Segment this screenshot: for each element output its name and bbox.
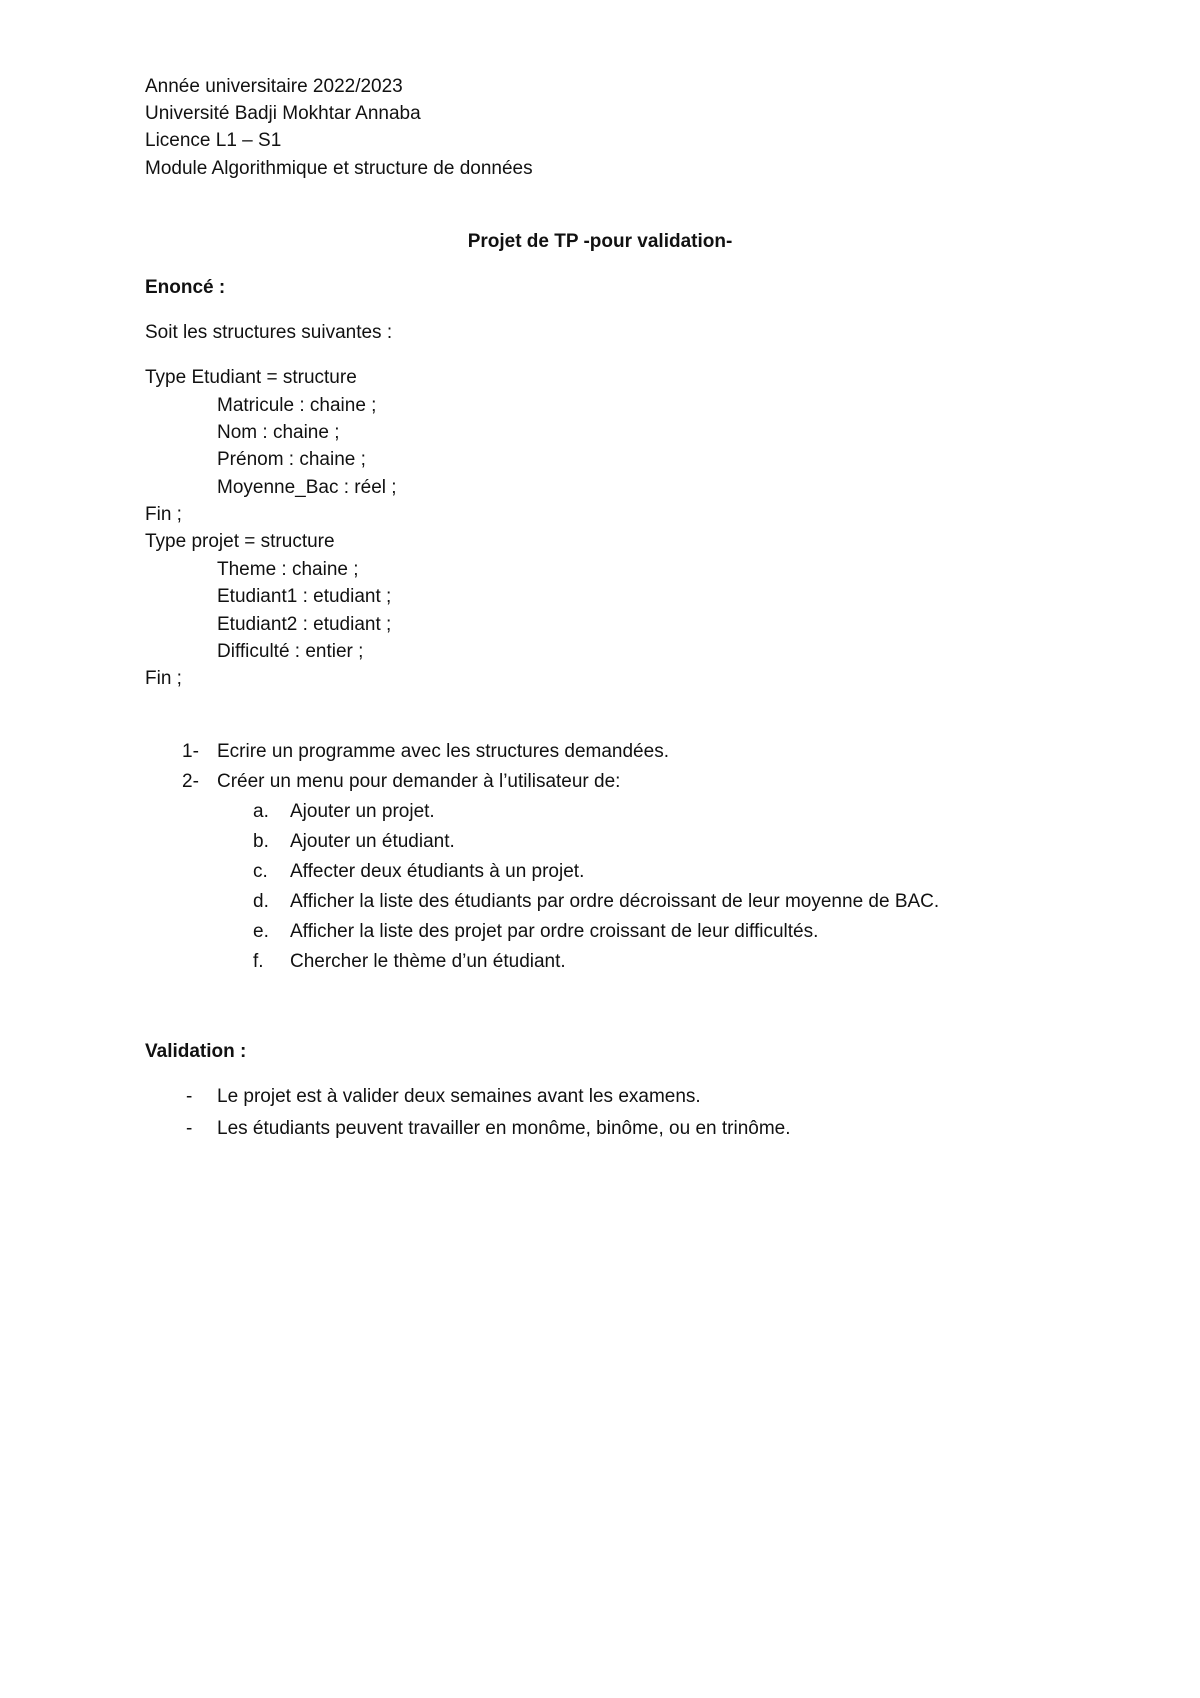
- header-year: Année universitaire 2022/2023: [145, 76, 403, 97]
- projet-struct-open: Type projet = structure: [145, 531, 335, 552]
- projet-field: Etudiant1 : etudiant ;: [217, 586, 392, 607]
- validation-item: Le projet est à valider deux semaines avant les examens.: [217, 1086, 701, 1107]
- sub-item-text: Afficher la liste des projet par ordre croissant de leur difficultés.: [290, 921, 819, 942]
- enonce-heading: Enoncé :: [145, 277, 226, 298]
- question-text: Ecrire un programme avec les structures demandées.: [217, 741, 669, 762]
- question-text: Créer un menu pour demander à l’utilisateur de:: [217, 771, 621, 792]
- header-university: Université Badji Mokhtar Annaba: [145, 103, 421, 124]
- document-title: Projet de TP -pour validation-: [467, 231, 733, 252]
- validation-heading: Validation :: [145, 1041, 247, 1062]
- sub-item-letter: b.: [253, 831, 269, 852]
- validation-dash: -: [186, 1118, 193, 1139]
- projet-struct-close: Fin ;: [145, 668, 182, 689]
- projet-field: Theme : chaine ;: [217, 559, 359, 580]
- projet-field: Etudiant2 : etudiant ;: [217, 614, 392, 635]
- sub-item-letter: a.: [253, 801, 269, 822]
- etudiant-struct-open: Type Etudiant = structure: [145, 367, 357, 388]
- sub-item-letter: c.: [253, 861, 268, 882]
- sub-item-text: Affecter deux étudiants à un projet.: [290, 861, 585, 882]
- sub-item-text: Ajouter un étudiant.: [290, 831, 455, 852]
- validation-item: Les étudiants peuvent travailler en monôme, binôme, ou en trinôme.: [217, 1118, 791, 1139]
- validation-dash: -: [186, 1086, 193, 1107]
- header-level: Licence L1 – S1: [145, 130, 282, 151]
- question-number: 2-: [182, 771, 199, 792]
- etudiant-field: Matricule : chaine ;: [217, 395, 377, 416]
- etudiant-struct-close: Fin ;: [145, 504, 182, 525]
- etudiant-field: Moyenne_Bac : réel ;: [217, 477, 397, 498]
- enonce-intro: Soit les structures suivantes :: [145, 322, 393, 343]
- sub-item-text: Chercher le thème d’un étudiant.: [290, 951, 566, 972]
- question-number: 1-: [182, 741, 199, 762]
- sub-item-letter: f.: [253, 951, 264, 972]
- etudiant-field: Nom : chaine ;: [217, 422, 340, 443]
- sub-item-letter: e.: [253, 921, 269, 942]
- header-module: Module Algorithmique et structure de données: [145, 158, 533, 179]
- etudiant-field: Prénom : chaine ;: [217, 449, 366, 470]
- projet-field: Difficulté : entier ;: [217, 641, 364, 662]
- sub-item-text: Ajouter un projet.: [290, 801, 435, 822]
- sub-item-letter: d.: [253, 891, 269, 912]
- sub-item-text: Afficher la liste des étudiants par ordre décroissant de leur moyenne de BAC.: [290, 891, 940, 912]
